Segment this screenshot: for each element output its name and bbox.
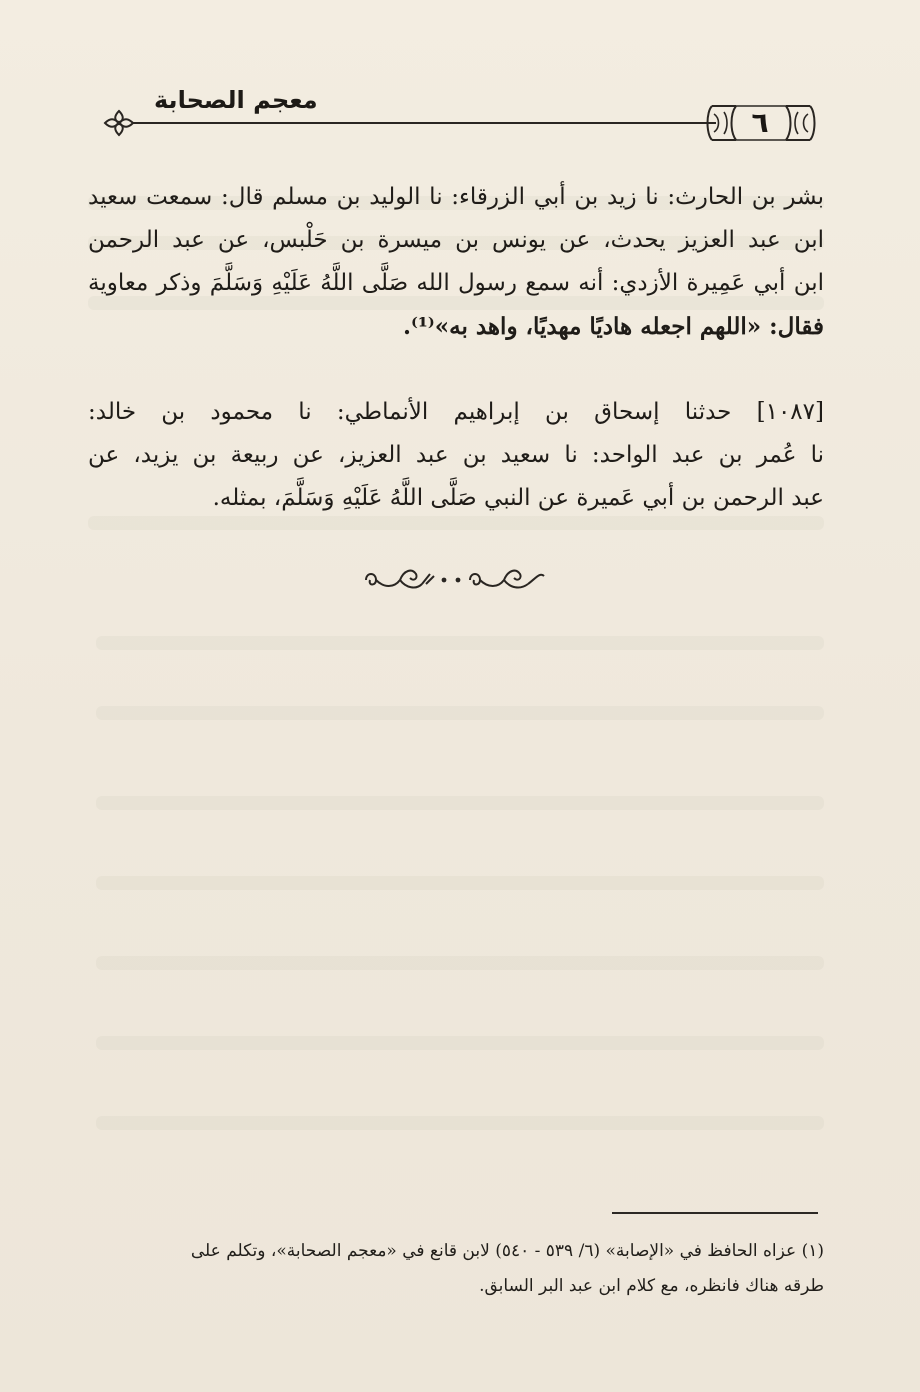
footnotes xyxy=(94,1234,824,1304)
text-line: بشر بن الحارث: نا زيد بن أبي الزرقاء: نا الوليد بن مسلم قال: سمعت سعيد xyxy=(88,184,824,210)
text-line: عبد الرحمن بن أبي عَميرة عن النبي صَلَّى اللَّهُ عَلَيْهِ وَسَلَّمَ، بمثله. xyxy=(212,485,824,511)
text-line: نا عُمر بن عبد الواحد: نا سعيد بن عبد العزيز، عن ربيعة بن يزيد، عن xyxy=(88,442,824,468)
bleed-through-shade xyxy=(96,706,824,720)
text-line: فقال: «اللهم اجعله هاديًا مهديًا، واهد به»⁽¹⁾. xyxy=(402,313,824,340)
page-number: ٦ xyxy=(751,106,769,139)
bleed-through-shade xyxy=(96,876,824,890)
bleed-through-shade xyxy=(96,636,824,650)
page-header xyxy=(98,84,816,156)
bleed-through-shade xyxy=(96,1116,824,1130)
header-rule xyxy=(132,122,716,124)
section-divider-ornament-icon xyxy=(360,562,550,596)
text-line: [١٠٨٧] حدثنا إسحاق بن إبراهيم الأنماطي: نا محمود بن خالد: xyxy=(88,399,824,425)
paragraph-1 xyxy=(88,176,824,348)
running-title: معجم الصحابة xyxy=(154,86,318,114)
footnote-line: (١) عزاه الحافظ في «الإصابة» (٦/ ٥٣٩ - ٥٤٠) لابن قانع في «معجم الصحابة»، وتكلم على xyxy=(190,1241,824,1261)
footnote-rule xyxy=(612,1212,818,1214)
paragraph-2 xyxy=(88,391,824,520)
footnote-line: طرقه هناك فانظره، مع كلام ابن عبد البر السابق. xyxy=(479,1276,824,1296)
bleed-through-shade xyxy=(96,956,824,970)
bleed-through-shade xyxy=(96,796,824,810)
header-left-ornament-icon xyxy=(102,108,136,138)
bleed-through-shade xyxy=(96,1036,824,1050)
text-line: ابن أبي عَمِيرة الأزدي: أنه سمع رسول الله صَلَّى اللَّهُ عَلَيْهِ وَسَلَّمَ وذكر معاوية xyxy=(88,270,824,296)
text-line: ابن عبد العزيز يحدث، عن يونس بن ميسرة بن حَلْبس، عن عبد الرحمن xyxy=(88,227,824,253)
